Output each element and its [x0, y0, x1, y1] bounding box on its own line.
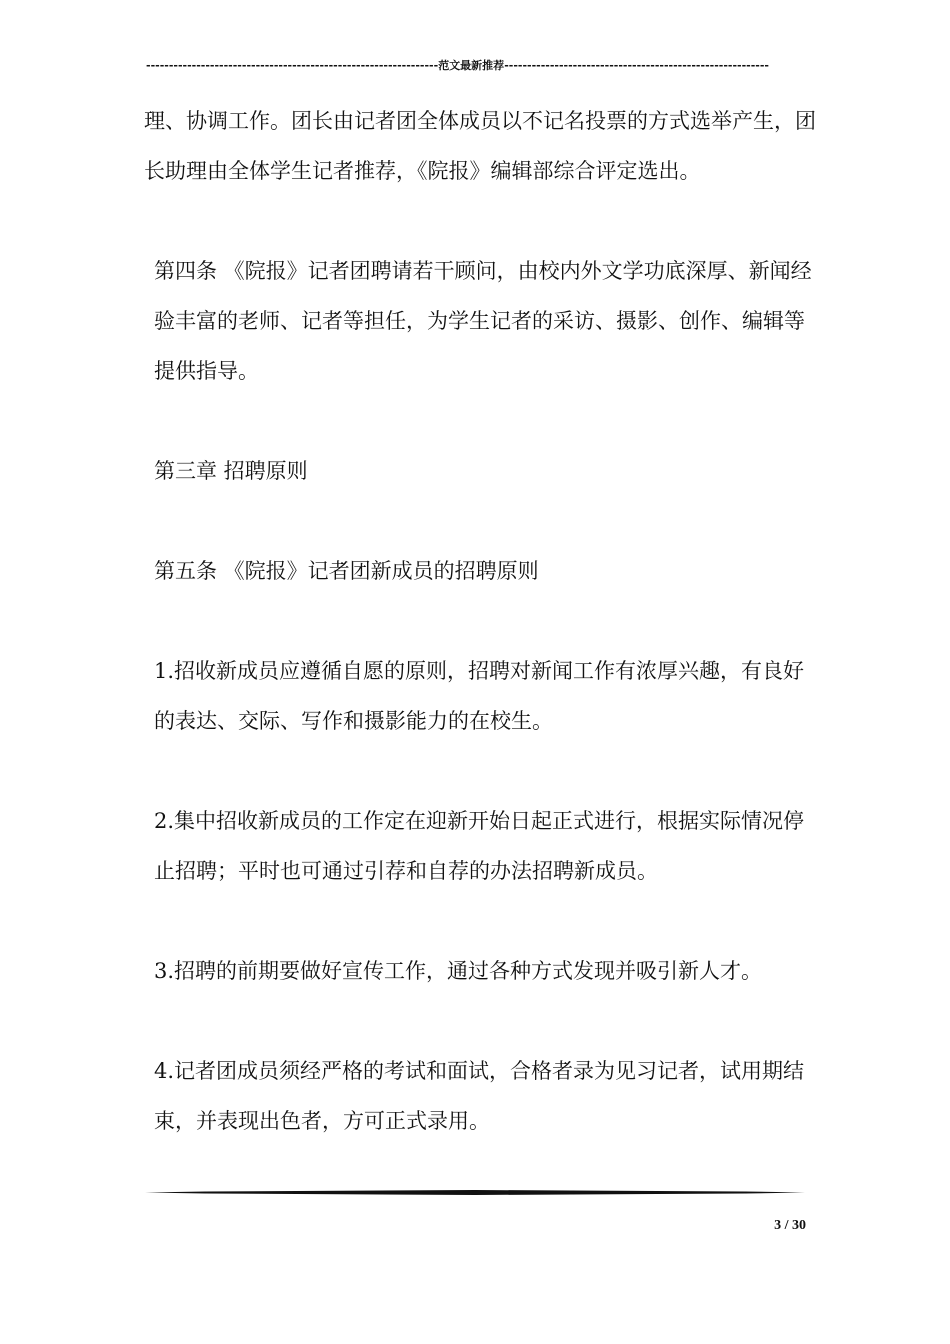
list-item-3: 3.招聘的前期要做好宣传工作，通过各种方式发现并吸引新人才。 — [154, 959, 763, 983]
header-dashes-right: ---------------------------------------------------------- — [504, 59, 769, 72]
list-item-2: 2.集中招收新成员的工作定在迎新开始日起正式进行，根据实际情况停止招聘；平时也可通过引荐和自荐的办法招聘新成员。 — [154, 809, 805, 883]
paragraph-continuation: 理、协调工作。团长由记者团全体成员以不记名投票的方式选举产生，团长助理由全体学生记者推荐，《院报》编辑部综合评定选出。 — [144, 109, 816, 183]
article-4: 第四条 《院报》记者团聘请若干顾问，由校内外文学功底深厚、新闻经验丰富的老师、记者等担任，为学生记者的采访、摄影、创作、编辑等提供指导。 — [154, 259, 812, 383]
header-title: 范文最新推荐 — [438, 59, 505, 72]
chapter-3-heading: 第三章 招聘原则 — [154, 459, 308, 483]
page-header — [146, 58, 790, 74]
list-item-1: 1.招收新成员应遵循自愿的原则，招聘对新闻工作有浓厚兴趣，有良好的表达、交际、写作和摄影能力的在校生。 — [154, 659, 805, 733]
footer-divider — [145, 1190, 805, 1195]
document-body — [144, 96, 816, 1196]
page-number: 3 / 30 — [774, 1218, 806, 1233]
list-item-4: 4.记者团成员须经严格的考试和面试，合格者录为见习记者，试用期结束，并表现出色者，方可正式录用。 — [154, 1059, 805, 1133]
header-dashes-left: ---------------------------------------------------------------- — [146, 59, 439, 72]
article-5: 第五条 《院报》记者团新成员的招聘原则 — [154, 559, 539, 583]
